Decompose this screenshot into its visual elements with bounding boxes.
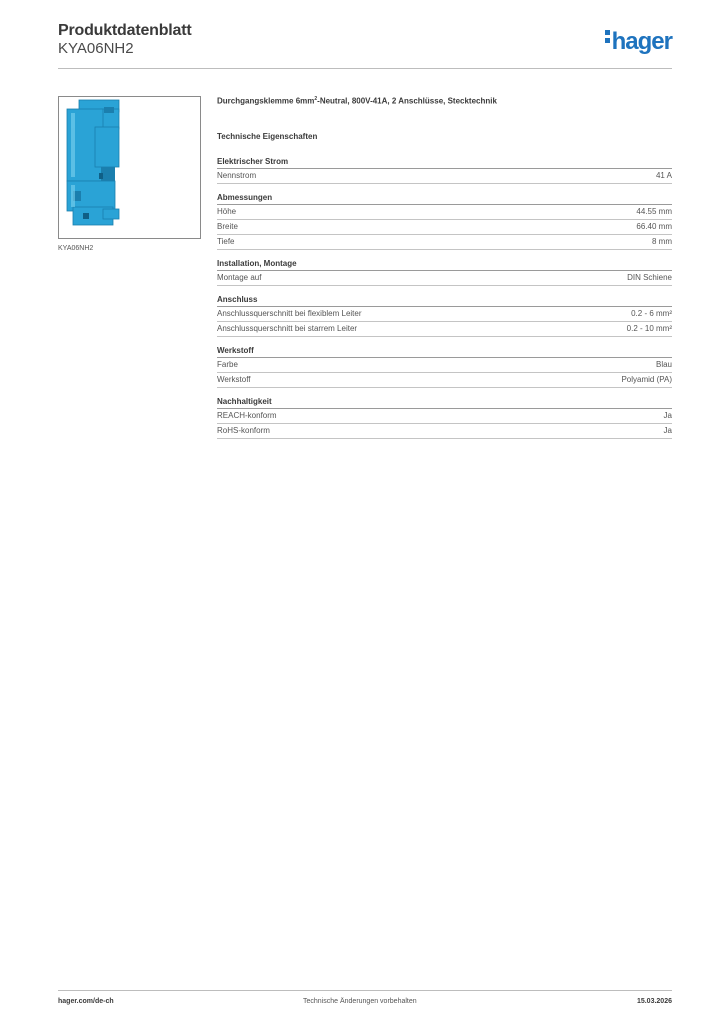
group-title: Elektrischer Strom (217, 157, 672, 169)
group-title: Anschluss (217, 295, 672, 307)
product-image (58, 96, 201, 239)
spec-row (217, 358, 672, 373)
spec-label: Anschlussquerschnitt bei flexiblem Leiter (217, 309, 362, 318)
header-divider (58, 68, 672, 69)
page-header (58, 22, 672, 70)
spec-group (217, 295, 672, 337)
spec-value: 0.2 - 6 mm² (631, 309, 672, 318)
terminal-block-icon (59, 97, 200, 238)
page-footer (58, 998, 672, 1010)
spec-row (217, 205, 672, 220)
spec-group (217, 397, 672, 439)
group-title: Abmessungen (217, 193, 672, 205)
spec-row (217, 235, 672, 250)
hager-logo (605, 28, 672, 56)
disclaimer-text: Technische Änderungen vorbehalten (303, 998, 417, 1005)
spec-row (217, 220, 672, 235)
image-caption: KYA06NH2 (58, 245, 94, 252)
spec-group (217, 157, 672, 184)
spec-row (217, 169, 672, 184)
spec-group (217, 346, 672, 388)
spec-value: Ja (663, 426, 672, 435)
section-title: Technische Eigenschaften (217, 132, 318, 141)
spec-value: 44.55 mm (636, 207, 672, 216)
spec-group (217, 193, 672, 250)
spec-row (217, 409, 672, 424)
spec-label: Tiefe (217, 237, 235, 246)
spec-row (217, 424, 672, 439)
spec-label: Breite (217, 222, 238, 231)
product-code: KYA06NH2 (58, 40, 134, 57)
spec-value: DIN Schiene (627, 273, 672, 282)
spec-label: Anschlussquerschnitt bei starrem Leiter (217, 324, 358, 333)
spec-label: Montage auf (217, 273, 262, 282)
spec-label: Farbe (217, 360, 238, 369)
spec-value: 8 mm (652, 237, 672, 246)
spec-value: 41 A (655, 171, 672, 180)
spec-value: 66.40 mm (636, 222, 672, 231)
spec-value: Blau (655, 360, 672, 369)
spec-row (217, 307, 672, 322)
spec-value: Ja (663, 411, 672, 420)
spec-row (217, 271, 672, 286)
spec-label: REACH-konform (217, 411, 277, 420)
logo-text: hager (611, 28, 672, 55)
spec-label: Werkstoff (217, 375, 251, 384)
spec-value: 0.2 - 10 mm² (626, 324, 672, 333)
document-date: 15.03.2026 (636, 998, 672, 1005)
spec-row (217, 322, 672, 337)
spec-label: Nennstrom (217, 171, 257, 180)
group-title: Werkstoff (217, 346, 672, 358)
spec-group (217, 259, 672, 286)
spec-label: Höhe (217, 207, 237, 216)
logo-dots-icon (605, 30, 610, 46)
footer-divider (58, 990, 672, 991)
spec-row (217, 373, 672, 388)
spec-label: RoHS-konform (217, 426, 270, 435)
product-description: Durchgangsklemme $6mm^2$-Neutral, 800V-41A, 2 Anschlüsse, Stecktechnik (217, 96, 497, 106)
website-link[interactable]: hager.com/de-ch (58, 998, 114, 1005)
document-title: Produktdatenblatt (58, 22, 192, 39)
group-title: Nachhaltigkeit (217, 397, 672, 409)
spec-content (217, 96, 672, 448)
spec-value: Polyamid (PA) (621, 375, 672, 384)
group-title: Installation, Montage (217, 259, 672, 271)
